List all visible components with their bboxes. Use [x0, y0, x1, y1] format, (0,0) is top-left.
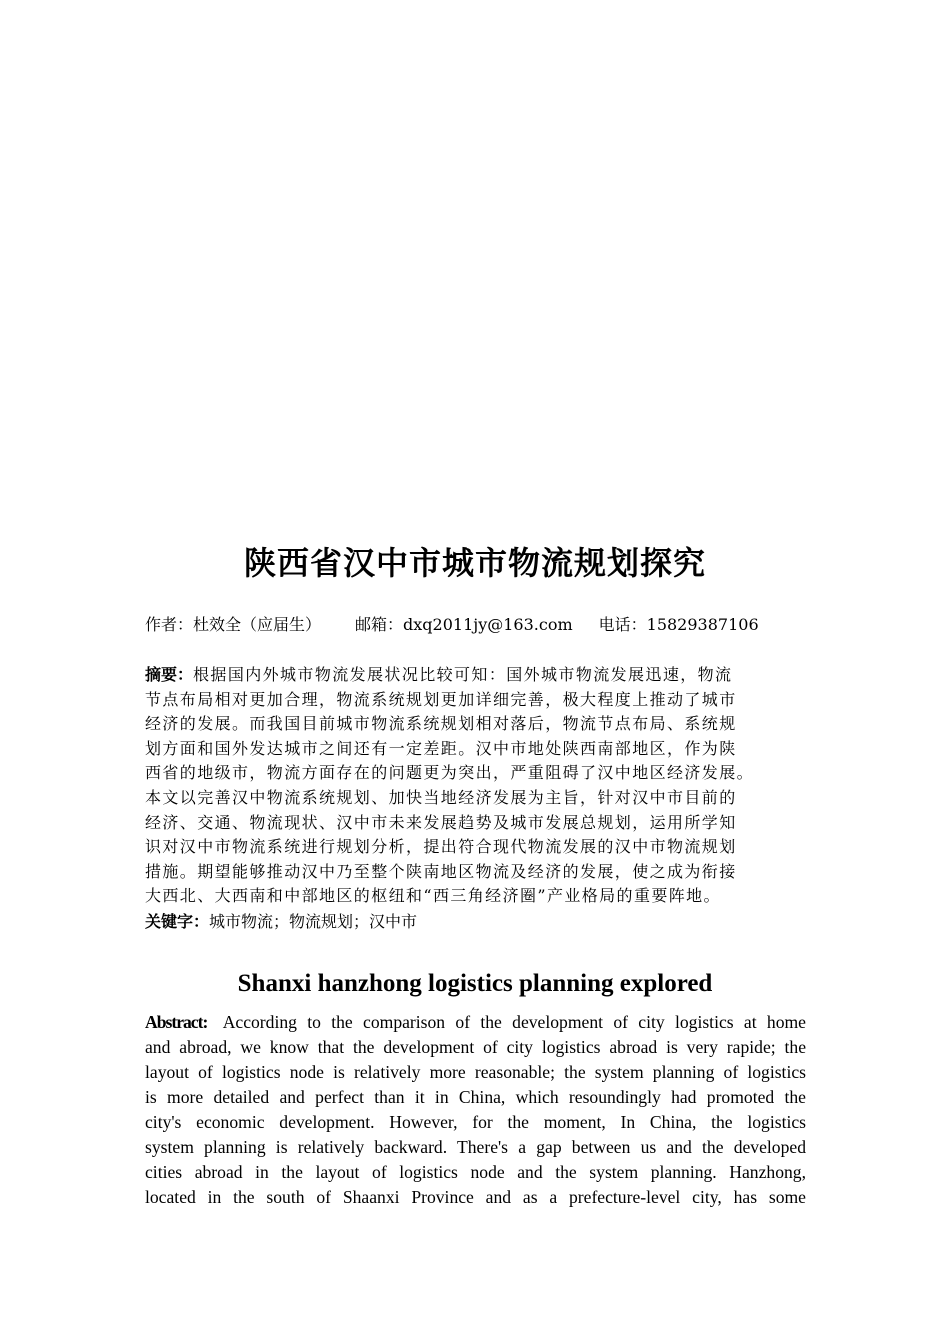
english-abstract-line: cities abroad in the layout of logistics node and the system planning. Hanzhong, [145, 1162, 806, 1182]
chinese-keywords [145, 910, 807, 934]
english-abstract-line: and abroad, we know that the development of city logistics abroad is very rapide; the [145, 1037, 806, 1057]
author-phone: 电话：15829387106 [598, 615, 759, 634]
chinese-abstract-line: 划方面和国外发达城市之间还有一定差距。汉中市地处陕西南部地区，作为陕 [145, 738, 737, 758]
english-abstract-line [145, 1010, 806, 1035]
chinese-abstract-label: 摘要： [145, 665, 194, 684]
chinese-abstract-line: 经济的发展。而我国目前城市物流系统规划相对落后，物流节点布局、系统规 [145, 714, 737, 734]
keywords-label: 关键字： [145, 912, 210, 931]
english-abstract-line: is more detailed and perfect than it in China, which resoundingly had promoted the [145, 1087, 806, 1107]
english-abstract-line: located in the south of Shaanxi Province and as a prefecture-level city, has some [145, 1187, 806, 1207]
chinese-abstract-line [145, 663, 807, 688]
chinese-abstract-line: 西省的地级市，物流方面存在的问题更为突出，严重阻碍了汉中地区经济发展。 [145, 763, 755, 783]
chinese-abstract-line: 节点布局相对更加合理，物流系统规划更加详细完善，极大程度上推动了城市 [145, 689, 737, 709]
chinese-abstract-line: 本文以完善汉中物流系统规划、加快当地经济发展为主旨，针对汉中市目前的 [145, 787, 737, 807]
chinese-abstract-line: 措施。期望能够推动汉中乃至整个陕南地区物流及经济的发展，使之成为衔接 [145, 861, 737, 881]
chinese-abstract-line: 识对汉中市物流系统进行规划分析，提出符合现代物流发展的汉中市物流规划 [145, 837, 737, 857]
chinese-title: 陕西省汉中市城市物流规划探究 [243, 544, 706, 582]
english-abstract-line: city's economic development. However, for the moment, In China, the logistics [145, 1112, 806, 1132]
author-info-line [145, 614, 845, 636]
english-abstract-line: layout of logistics node is relatively more reasonable; the system planning of logistics [145, 1062, 806, 1082]
english-abstract-text: According to the comparison of the development of city logistics at home [222, 1012, 806, 1032]
english-abstract-label: Abstract: [145, 1012, 208, 1032]
english-abstract [145, 1010, 806, 1210]
keywords-text: 城市物流；物流规划；汉中市 [209, 912, 418, 931]
author-email: 邮箱：dxq2011jy@163.com [355, 615, 573, 634]
english-title: Shanxi hanzhong logistics planning explored [237, 970, 713, 997]
author-name: 作者：杜效全（应届生） [145, 615, 322, 634]
chinese-abstract-line: 大西北、大西南和中部地区的枢纽和“西三角经济圈”产业格局的重要阵地。 [145, 886, 721, 906]
chinese-abstract-line: 经济、交通、物流现状、汉中市未来发展趋势及城市发展总规划，运用所学知 [145, 812, 737, 832]
chinese-abstract-text: 根据国内外城市物流发展状况比较可知：国外城市物流发展迅速，物流 [193, 665, 733, 684]
english-abstract-line: system planning is relatively backward. There's a gap between us and the developed [145, 1137, 806, 1157]
chinese-abstract [145, 663, 807, 909]
